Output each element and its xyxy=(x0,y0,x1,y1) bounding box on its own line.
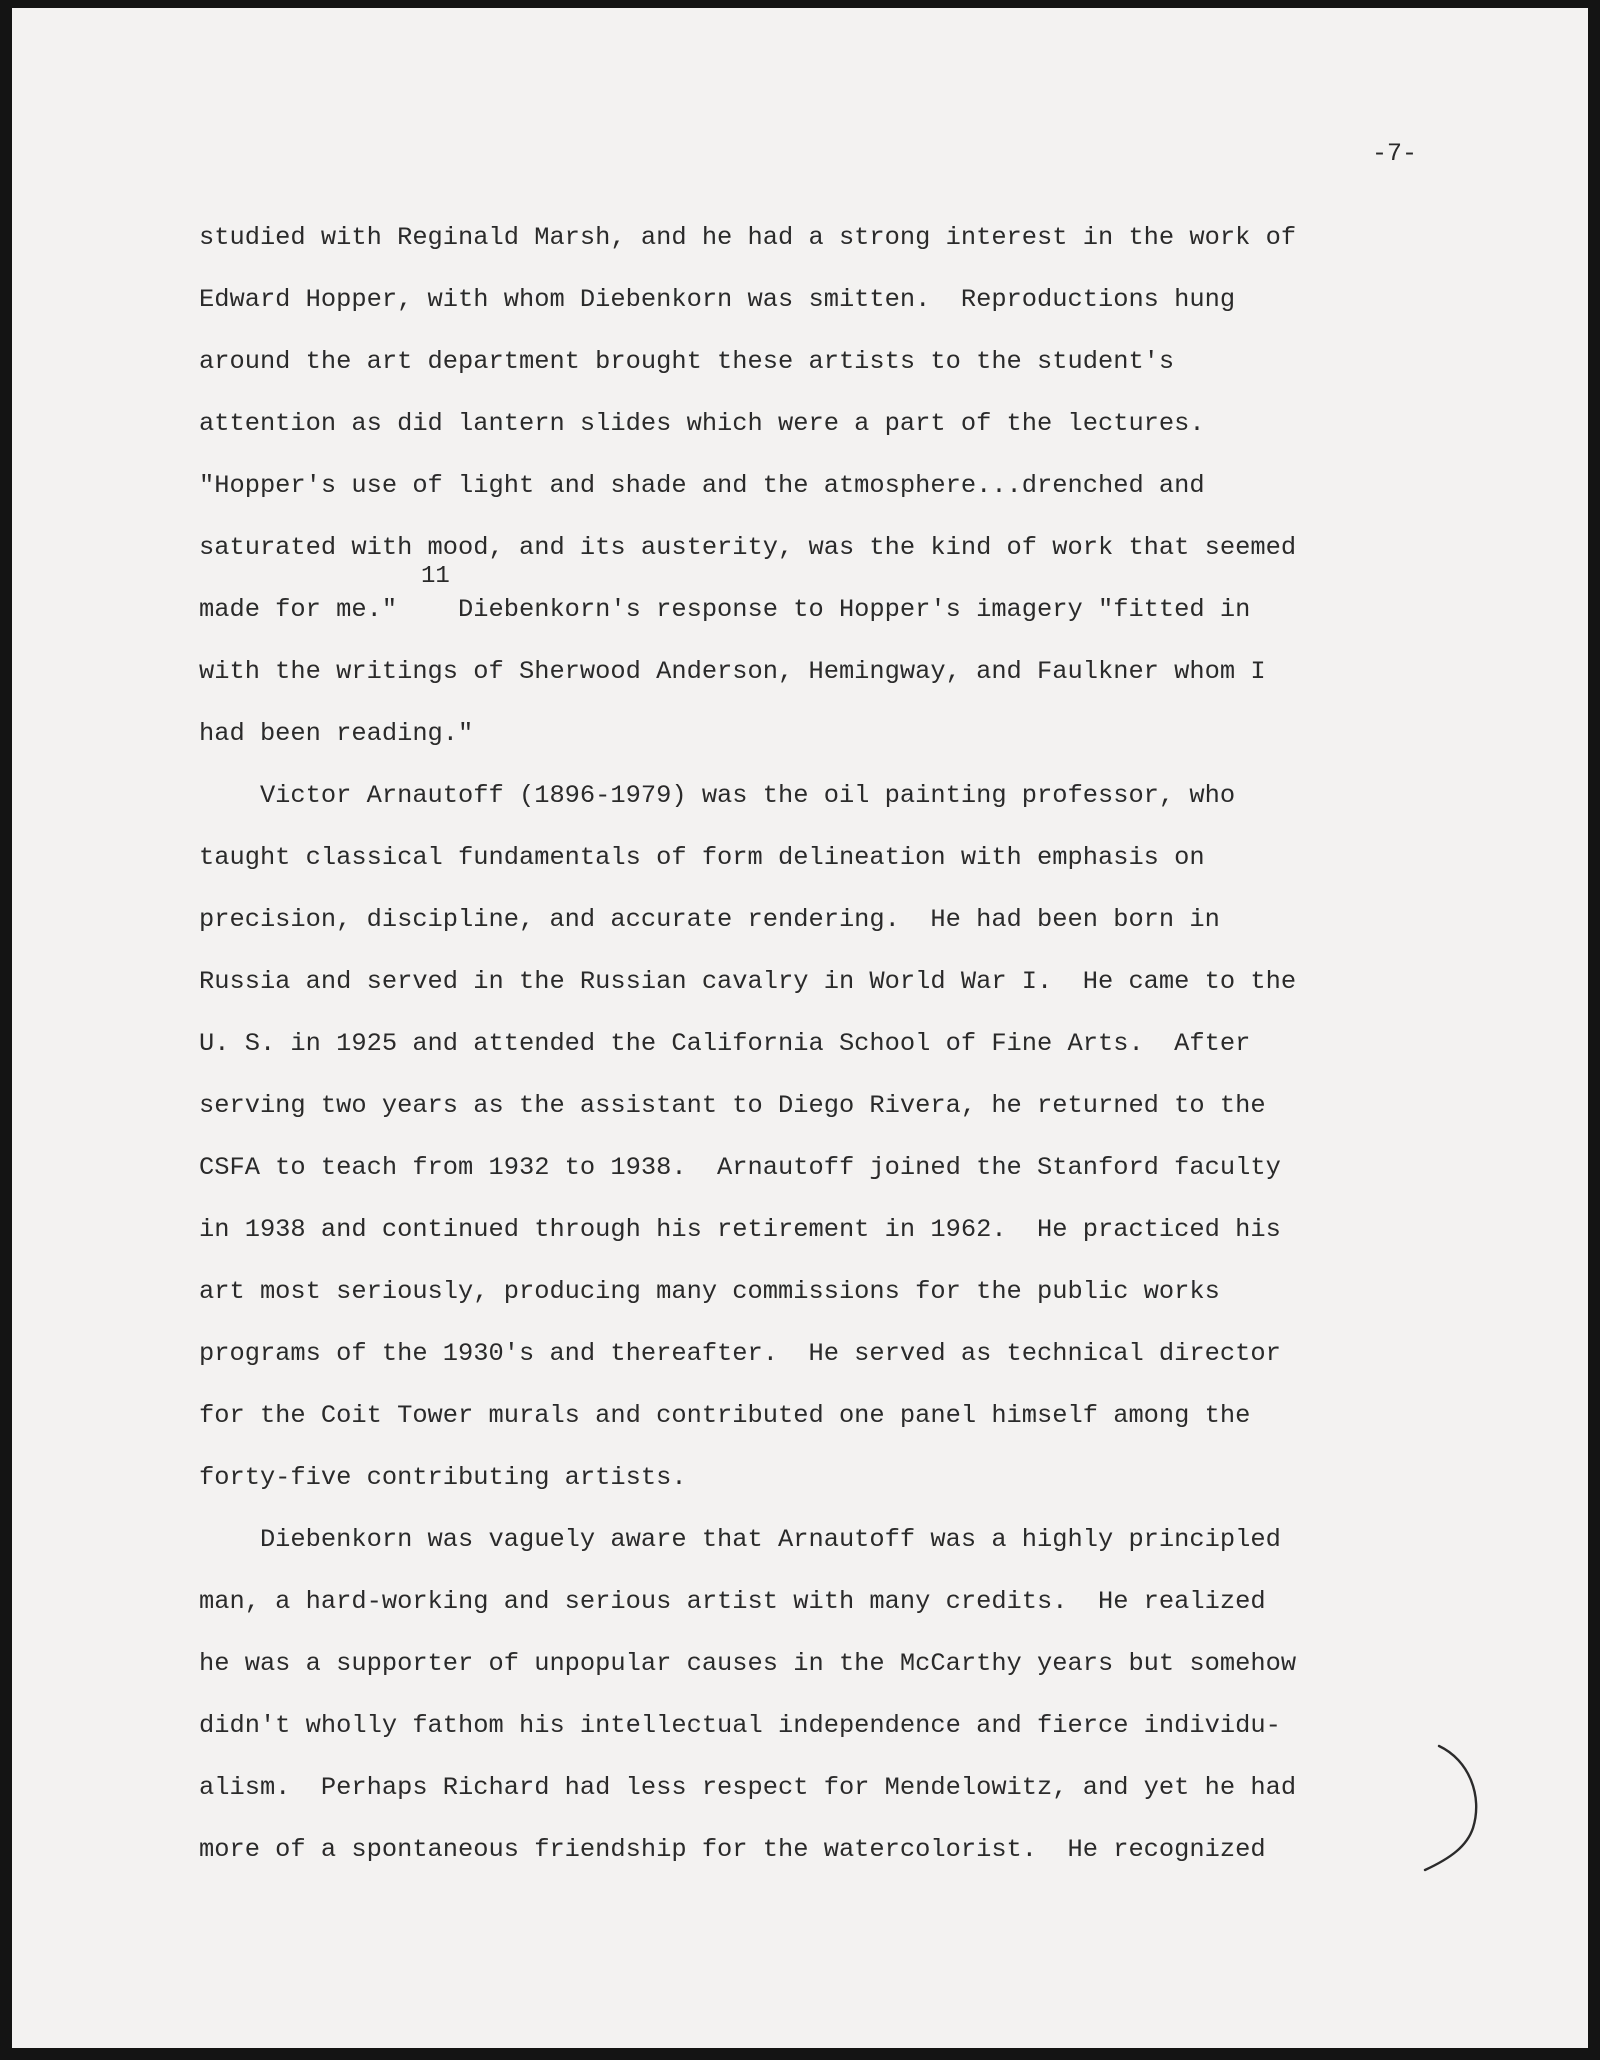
page-number: -7- xyxy=(1372,139,1418,168)
text-line: saturated with mood, and its austerity, was the kind of work that seemed xyxy=(199,533,1297,562)
text-line: Victor Arnautoff (1896-1979) was the oil painting professor, who xyxy=(199,781,1236,810)
text-line: he was a supporter of unpopular causes in the McCarthy years but somehow xyxy=(199,1649,1297,1678)
text-line: for the Coit Tower murals and contributed one panel himself among the xyxy=(199,1401,1251,1430)
text-line: U. S. in 1925 and attended the California School of Fine Arts. After xyxy=(199,1029,1251,1058)
text-line: alism. Perhaps Richard had less respect for Mendelowitz, and yet he had xyxy=(199,1773,1297,1802)
text-line: serving two years as the assistant to Diego Rivera, he returned to the xyxy=(199,1091,1266,1120)
text-line: programs of the 1930's and thereafter. He served as technical director xyxy=(199,1339,1281,1368)
document-page xyxy=(12,8,1588,2048)
text-line: man, a hard-working and serious artist with many credits. He realized xyxy=(199,1587,1266,1616)
text-line: attention as did lantern slides which were a part of the lectures. xyxy=(199,409,1205,438)
text-line: art most seriously, producing many commissions for the public works xyxy=(199,1277,1220,1306)
text-line: more of a spontaneous friendship for the watercolorist. He recognized xyxy=(199,1835,1266,1864)
text-line: studied with Reginald Marsh, and he had a strong interest in the work of xyxy=(199,223,1297,252)
text-line: had been reading." xyxy=(199,719,474,748)
text-line: "Hopper's use of light and shade and the atmosphere...drenched and xyxy=(199,471,1205,500)
text-line: Edward Hopper, with whom Diebenkorn was smitten. Reproductions hung xyxy=(199,285,1236,314)
text-line: taught classical fundamentals of form delineation with emphasis on xyxy=(199,843,1205,872)
text-line: in 1938 and continued through his retirement in 1962. He practiced his xyxy=(199,1215,1281,1244)
text-line: forty-five contributing artists. xyxy=(199,1463,687,1492)
text-line: CSFA to teach from 1932 to 1938. Arnautoff joined the Stanford faculty xyxy=(199,1153,1281,1182)
text-line: Russia and served in the Russian cavalry in World War I. He came to the xyxy=(199,967,1297,996)
text-line: made for me." Diebenkorn's response to Hopper's imagery "fitted in xyxy=(199,595,1251,624)
text-line: didn't wholly fathom his intellectual independence and fierce individu- xyxy=(199,1711,1281,1740)
text-line: Diebenkorn was vaguely aware that Arnautoff was a highly principled xyxy=(199,1525,1281,1554)
text-line: around the art department brought these artists to the student's xyxy=(199,347,1175,376)
text-line: precision, discipline, and accurate rendering. He had been born in xyxy=(199,905,1220,934)
handwritten-bracket-mark xyxy=(1417,1738,1497,1878)
text-line: with the writings of Sherwood Anderson, Hemingway, and Faulkner whom I xyxy=(199,657,1266,686)
footnote-reference: 11 xyxy=(421,563,450,590)
